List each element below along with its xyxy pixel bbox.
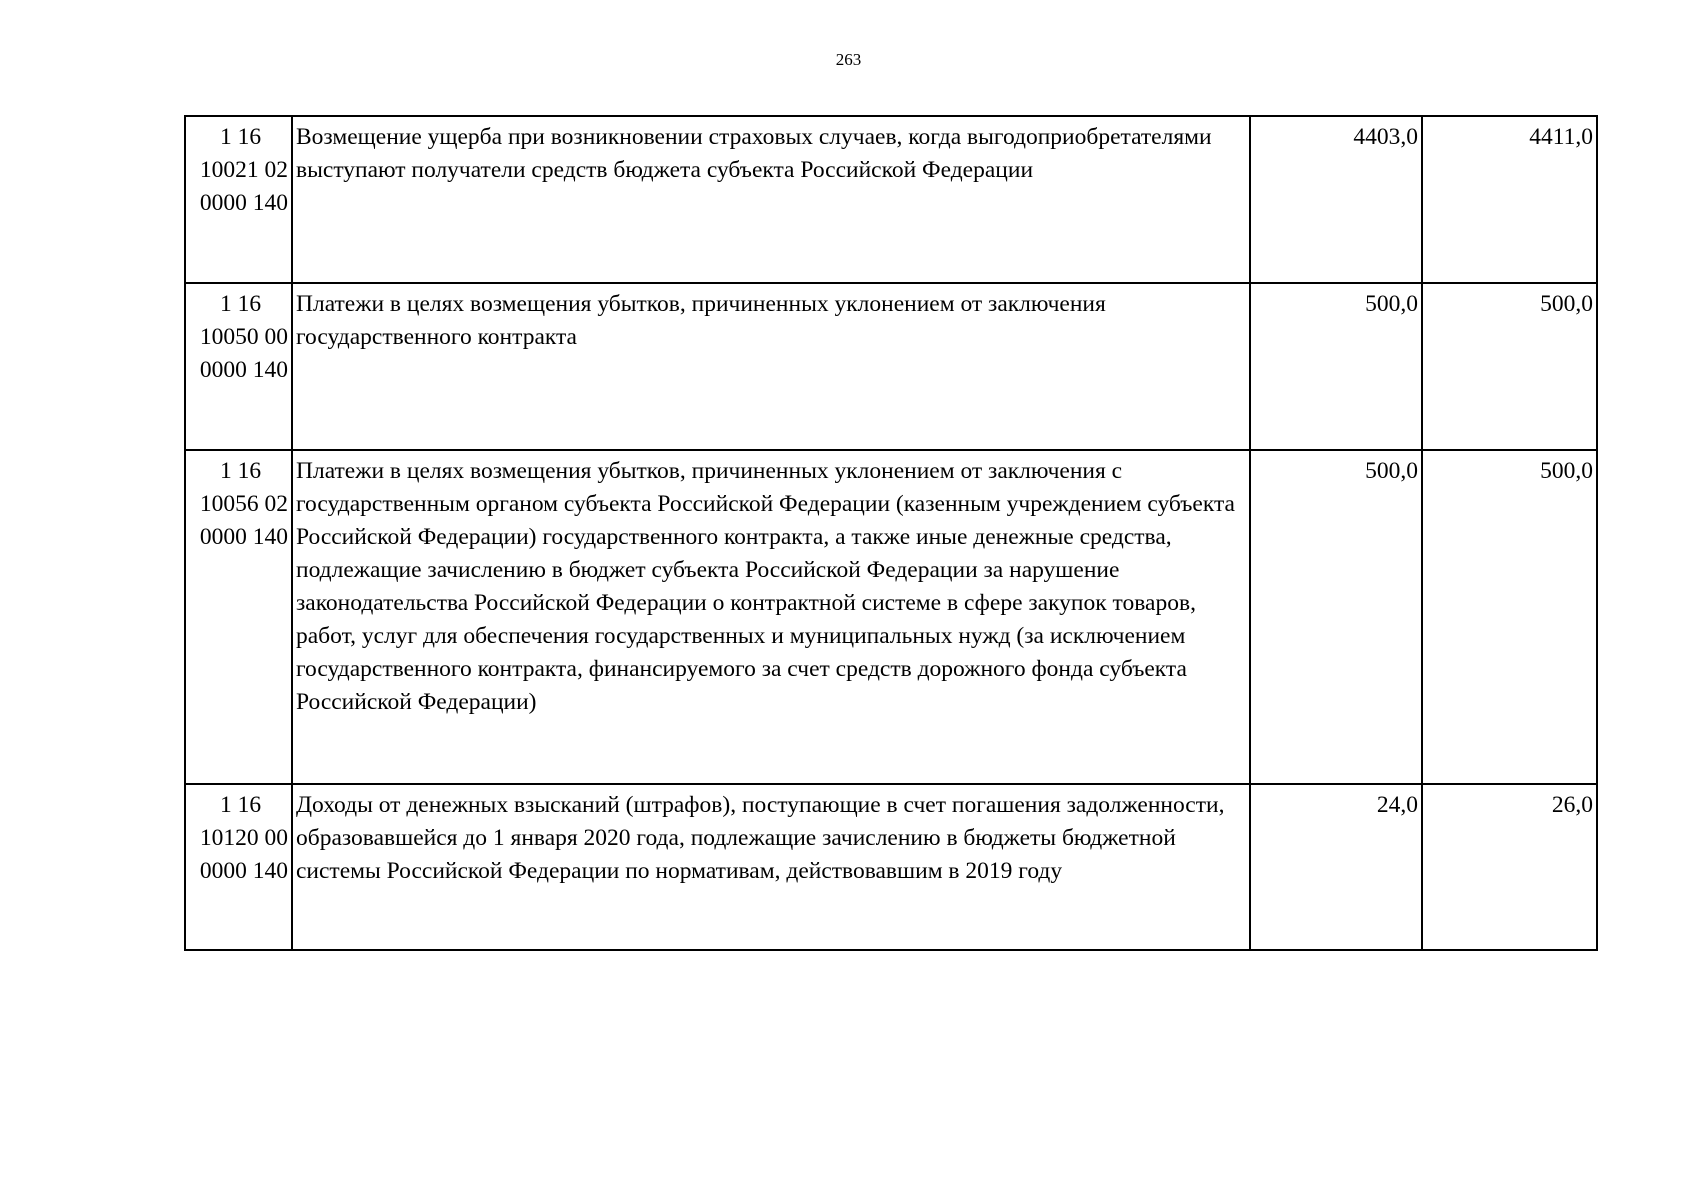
classification-code-cell [185, 450, 292, 784]
table-row [185, 116, 1597, 283]
code-line: 10120 00 [199, 825, 288, 851]
value-cell-2: 4411,0 [1422, 116, 1597, 283]
code-line: 1 16 [219, 124, 262, 150]
code-line: 10050 00 [199, 324, 288, 350]
code-line: 10056 02 [199, 491, 288, 517]
code-line: 0000 140 [199, 858, 288, 884]
code-line: 0000 140 [199, 357, 288, 383]
budget-revenue-table [184, 115, 1598, 951]
value-cell-1: 500,0 [1250, 283, 1422, 450]
code-line: 0000 140 [199, 524, 288, 550]
value-cell-2: 500,0 [1422, 450, 1597, 784]
value-cell-1: 4403,0 [1250, 116, 1422, 283]
value-cell-1: 500,0 [1250, 450, 1422, 784]
revenue-name-cell: Доходы от денежных взысканий (штрафов), поступающие в счет погашения задолженности, образовавшейся до 1 января 2020 года, подлежащие зачислению в бюджеты бюджетной системы Российской Федерации по нормативам, действовавшим в 2019 году [292, 784, 1250, 950]
table-row [185, 450, 1597, 784]
revenue-name-cell: Платежи в целях возмещения убытков, причиненных уклонением от заключения с государственным органом субъекта Российской Федерации (казенным учреждением субъекта Российской Федерации) государственного контракта, а также иные денежные средства, подлежащие зачислению в бюджет субъекта Российской Федерации за нарушение законодательства Российской Федерации о контрактной системе в сфере закупок товаров, работ, услуг для обеспечения государственных и муниципальных нужд (за исключением государственного контракта, финансируемого за счет средств дорожного фонда субъекта Российской Федерации) [292, 450, 1250, 784]
value-cell-2: 26,0 [1422, 784, 1597, 950]
value-cell-1: 24,0 [1250, 784, 1422, 950]
table-row [185, 784, 1597, 950]
code-line: 1 16 [219, 458, 262, 484]
revenue-name-cell: Платежи в целях возмещения убытков, причиненных уклонением от заключения государственного контракта [292, 283, 1250, 450]
code-line: 1 16 [219, 291, 262, 317]
code-line: 10021 02 [199, 157, 288, 183]
table-row [185, 283, 1597, 450]
code-line: 1 16 [219, 792, 262, 818]
classification-code-cell [185, 116, 292, 283]
classification-code-cell [185, 283, 292, 450]
code-line: 0000 140 [199, 190, 288, 216]
revenue-name-cell: Возмещение ущерба при возникновении страховых случаев, когда выгодоприобретателями выступают получатели средств бюджета субъекта Российской Федерации [292, 116, 1250, 283]
page-number: 263 [835, 50, 862, 69]
classification-code-cell [185, 784, 292, 950]
value-cell-2: 500,0 [1422, 283, 1597, 450]
